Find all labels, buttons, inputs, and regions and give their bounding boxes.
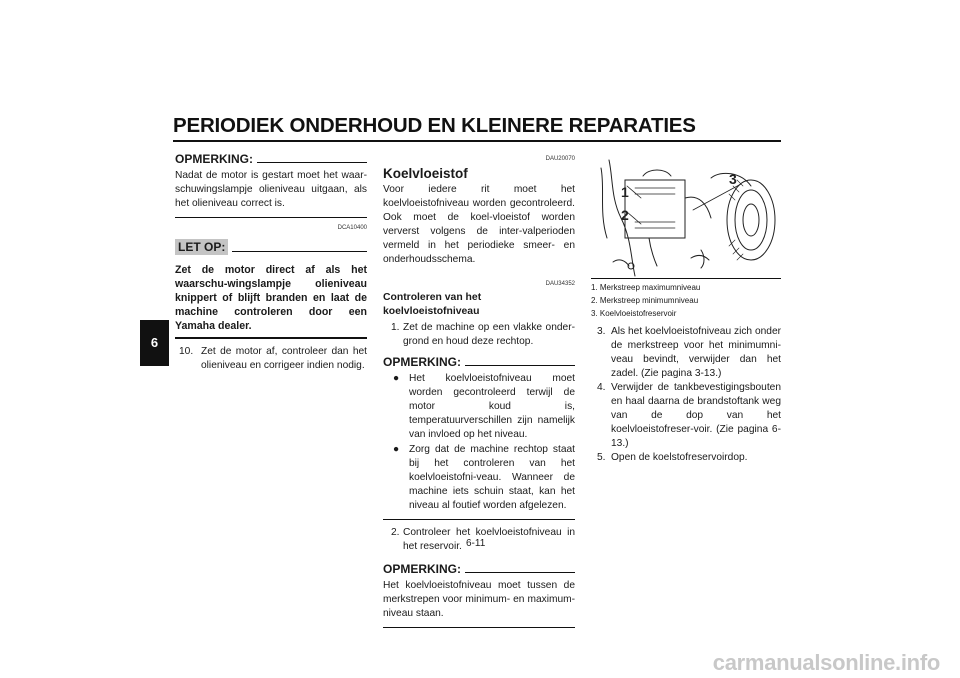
heading-rule bbox=[257, 162, 367, 163]
step-text: Zet de motor af, controleer dan het olieniveau en corrigeer indien nodig. bbox=[201, 346, 367, 371]
bullet-text: Zorg dat de machine rechtop staat bij het controleren van het koelvloeistofni-veau. Wanneer de machine iets schuin staat, kan het niveau al foutief worden afgelezen. bbox=[409, 444, 575, 511]
step-number: 1. bbox=[391, 322, 400, 333]
reservoir-illustration bbox=[591, 158, 781, 278]
step-10 bbox=[175, 345, 367, 373]
step-1 bbox=[383, 321, 575, 349]
caution-text: Zet de motor direct af als het waarschu-wingslampje olieniveau knippert of blijft branden en laat de machine controleren door een Yamaha dealer. bbox=[175, 264, 367, 332]
step-number: 2. bbox=[391, 527, 400, 538]
page-title: PERIODIEK ONDERHOUD EN KLEINERE REPARATIES bbox=[173, 114, 696, 137]
figure-label-2: 2 bbox=[621, 207, 629, 223]
caution-label: LET OP: bbox=[175, 239, 228, 255]
step-5 bbox=[591, 451, 781, 465]
note-text: Het koelvloeistofniveau moet tussen de merkstrepen voor minimum- en maximum-niveau staan. bbox=[383, 580, 575, 619]
caution-heading bbox=[175, 239, 367, 255]
figure-rule bbox=[591, 278, 781, 279]
note-heading bbox=[383, 355, 575, 369]
legend-item-3: 3. Koelvloeistofreservoir bbox=[591, 309, 677, 318]
legend-item-2: 2. Merkstreep minimumniveau bbox=[591, 296, 699, 305]
watermark: carmanualsonline.info bbox=[712, 650, 940, 675]
title-rule bbox=[173, 140, 781, 142]
bullet-item bbox=[383, 372, 575, 442]
step-4 bbox=[591, 381, 781, 451]
bullet-icon: ● bbox=[393, 373, 400, 384]
note-end-rule bbox=[175, 217, 367, 218]
note-end-rule bbox=[383, 627, 575, 628]
page-number: 6-11 bbox=[466, 538, 486, 549]
section-title: Koelvloeistof bbox=[383, 166, 468, 181]
column-left bbox=[175, 152, 367, 373]
step-text: Verwijder de tankbevestigingsbouten en haal daarna de brandstoftank weg van de dop van het koelvloeistofreser-voir. (Zie pagina 6-13.) bbox=[611, 382, 781, 449]
bullet-item bbox=[383, 443, 575, 513]
note-text: Nadat de motor is gestart moet het waar-schuwingslampje olieniveau uitgaan, als het olieniveau correct is. bbox=[175, 170, 367, 209]
bullet-text: Het koelvloeistofniveau moet worden gecontroleerd terwijl de motor koud is, temperatuurverschillen zijn namelijk van invloed op het niveau. bbox=[409, 373, 575, 440]
note-end-rule bbox=[383, 519, 575, 520]
step-number: 4. bbox=[597, 382, 606, 393]
legend-item-1: 1. Merkstreep maximumniveau bbox=[591, 283, 701, 292]
note-heading bbox=[383, 562, 575, 576]
heading-rule bbox=[465, 572, 575, 573]
column-middle bbox=[383, 152, 575, 628]
subsection-title: Controleren van het koelvloeistofniveau bbox=[383, 292, 482, 317]
step-text: Controleer het koelvloeistofniveau in het reservoir. bbox=[403, 527, 575, 552]
figure-label-3: 3 bbox=[729, 171, 737, 187]
column-right bbox=[591, 325, 781, 465]
step-number: 10. bbox=[179, 346, 194, 357]
step-number: 3. bbox=[597, 326, 606, 337]
note-heading bbox=[175, 152, 367, 166]
note-heading-text: OPMERKING: bbox=[383, 562, 461, 576]
note-heading-text: OPMERKING: bbox=[383, 355, 461, 369]
caution-end-rule bbox=[175, 337, 367, 339]
step-text: Open de koelstofreservoirdop. bbox=[611, 452, 748, 463]
section-code: DAU20070 bbox=[545, 156, 575, 162]
caution-code: DCA10400 bbox=[337, 225, 367, 231]
step-text: Zet de machine op een vlakke onder-grond en houd deze rechtop. bbox=[403, 322, 575, 347]
section-intro: Voor iedere rit moet het koelvloeistofniveau worden gecontroleerd. Ook moet de koel-vloeistof worden ververst volgens de inter-valperioden vermeld in het periodieke smeer- en onderhoudsschema. bbox=[383, 184, 575, 265]
figure-legend bbox=[591, 281, 781, 320]
coolant-reservoir-figure bbox=[591, 158, 781, 278]
subsection-code: DAU34352 bbox=[545, 281, 575, 287]
bullet-icon: ● bbox=[393, 444, 400, 455]
step-text: Als het koelvloeistofniveau zich onder de merkstreep voor het minimumni-veau bevindt, verwijder dan het zadel. (Zie pagina 3-13.) bbox=[611, 326, 781, 379]
note-heading-text: OPMERKING: bbox=[175, 152, 253, 166]
chapter-tab: 6 bbox=[140, 320, 169, 366]
step-number: 5. bbox=[597, 452, 606, 463]
heading-rule bbox=[465, 365, 575, 366]
figure-label-1: 1 bbox=[621, 184, 629, 200]
step-3 bbox=[591, 325, 781, 381]
heading-rule bbox=[232, 251, 367, 252]
